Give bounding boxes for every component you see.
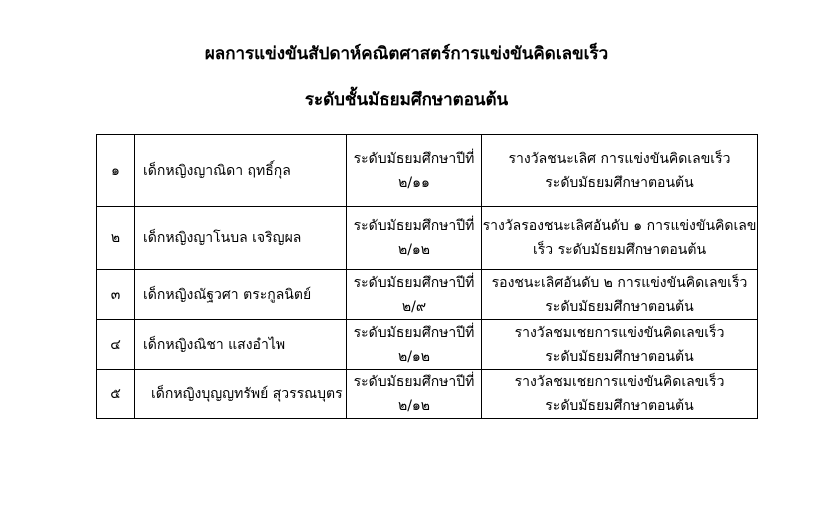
grade-level-cell <box>347 207 482 270</box>
table-row <box>97 320 758 370</box>
document-title: ผลการแข่งขันสัปดาห์คณิตศาสตร์การแข่งขันคิดเลขเร็ว <box>204 44 609 64</box>
award-text: รองชนะเลิศอันดับ ๒ การแข่งขันคิดเลขเร็ว <box>491 274 748 291</box>
table-row <box>97 135 758 207</box>
class-number: ๒/๑๑ <box>398 174 430 191</box>
row-number: ๔ <box>97 320 135 370</box>
award-text-continued: ระดับมัธยมศึกษาตอนต้น <box>545 298 694 315</box>
student-name: เด็กหญิงณัฐวศา ตระกูลนิตย์ <box>135 270 347 320</box>
document-subtitle: ระดับชั้นมัธยมศึกษาตอนต้น <box>304 90 509 110</box>
award-text-continued: ระดับมัธยมศึกษาตอนต้น <box>545 398 694 414</box>
student-name: เด็กหญิงณิชา แสงอำไพ <box>135 320 347 370</box>
award-text-continued: เร็ว ระดับมัธยมศึกษาตอนต้น <box>532 242 707 258</box>
student-name: เด็กหญิงบุญญทรัพย์ สุวรรณบุตร <box>135 370 347 419</box>
table-row <box>97 370 758 419</box>
results-table <box>96 134 758 419</box>
row-number: ๑ <box>97 135 135 207</box>
award-text: รางวัลชมเชยการแข่งขันคิดเลขเร็ว <box>514 324 725 341</box>
grade-level-cell <box>347 270 482 320</box>
grade-level-label: ระดับมัธยมศึกษาปีที่ <box>353 218 475 234</box>
grade-level-cell <box>347 320 482 370</box>
class-number: ๒/๑๒ <box>397 398 431 414</box>
row-number: ๒ <box>97 207 135 270</box>
table-row <box>97 207 758 270</box>
award-text: รางวัลชมเชยการแข่งขันคิดเลขเร็ว <box>514 374 725 390</box>
table-row <box>97 270 758 320</box>
award-cell <box>482 370 758 419</box>
award-text-continued: ระดับมัธยมศึกษาตอนต้น <box>545 348 694 365</box>
grade-level-label: ระดับมัธยมศึกษาปีที่ <box>353 324 475 341</box>
award-text: รางวัลรองชนะเลิศอันดับ ๑ การแข่งขันคิดเลข <box>482 218 757 234</box>
award-cell <box>482 135 758 207</box>
grade-level-cell <box>347 135 482 207</box>
award-text: รางวัลชนะเลิศ การแข่งขันคิดเลขเร็ว <box>508 150 731 167</box>
award-cell <box>482 207 758 270</box>
class-number: ๒/๙ <box>401 298 427 315</box>
grade-level-label: ระดับมัธยมศึกษาปีที่ <box>353 150 475 167</box>
row-number: ๕ <box>97 370 135 419</box>
grade-level-label: ระดับมัธยมศึกษาปีที่ <box>353 274 475 291</box>
class-number: ๒/๑๒ <box>397 242 431 258</box>
award-cell <box>482 320 758 370</box>
class-number: ๒/๑๒ <box>397 348 431 365</box>
student-name: เด็กหญิงญาโนบล เจริญผล <box>135 207 347 270</box>
row-number: ๓ <box>97 270 135 320</box>
award-cell <box>482 270 758 320</box>
award-text-continued: ระดับมัธยมศึกษาตอนต้น <box>545 174 694 191</box>
grade-level-cell <box>347 370 482 419</box>
student-name: เด็กหญิงญาณิดา ฤทธิ์กุล <box>135 135 347 207</box>
grade-level-label: ระดับมัธยมศึกษาปีที่ <box>353 374 475 390</box>
